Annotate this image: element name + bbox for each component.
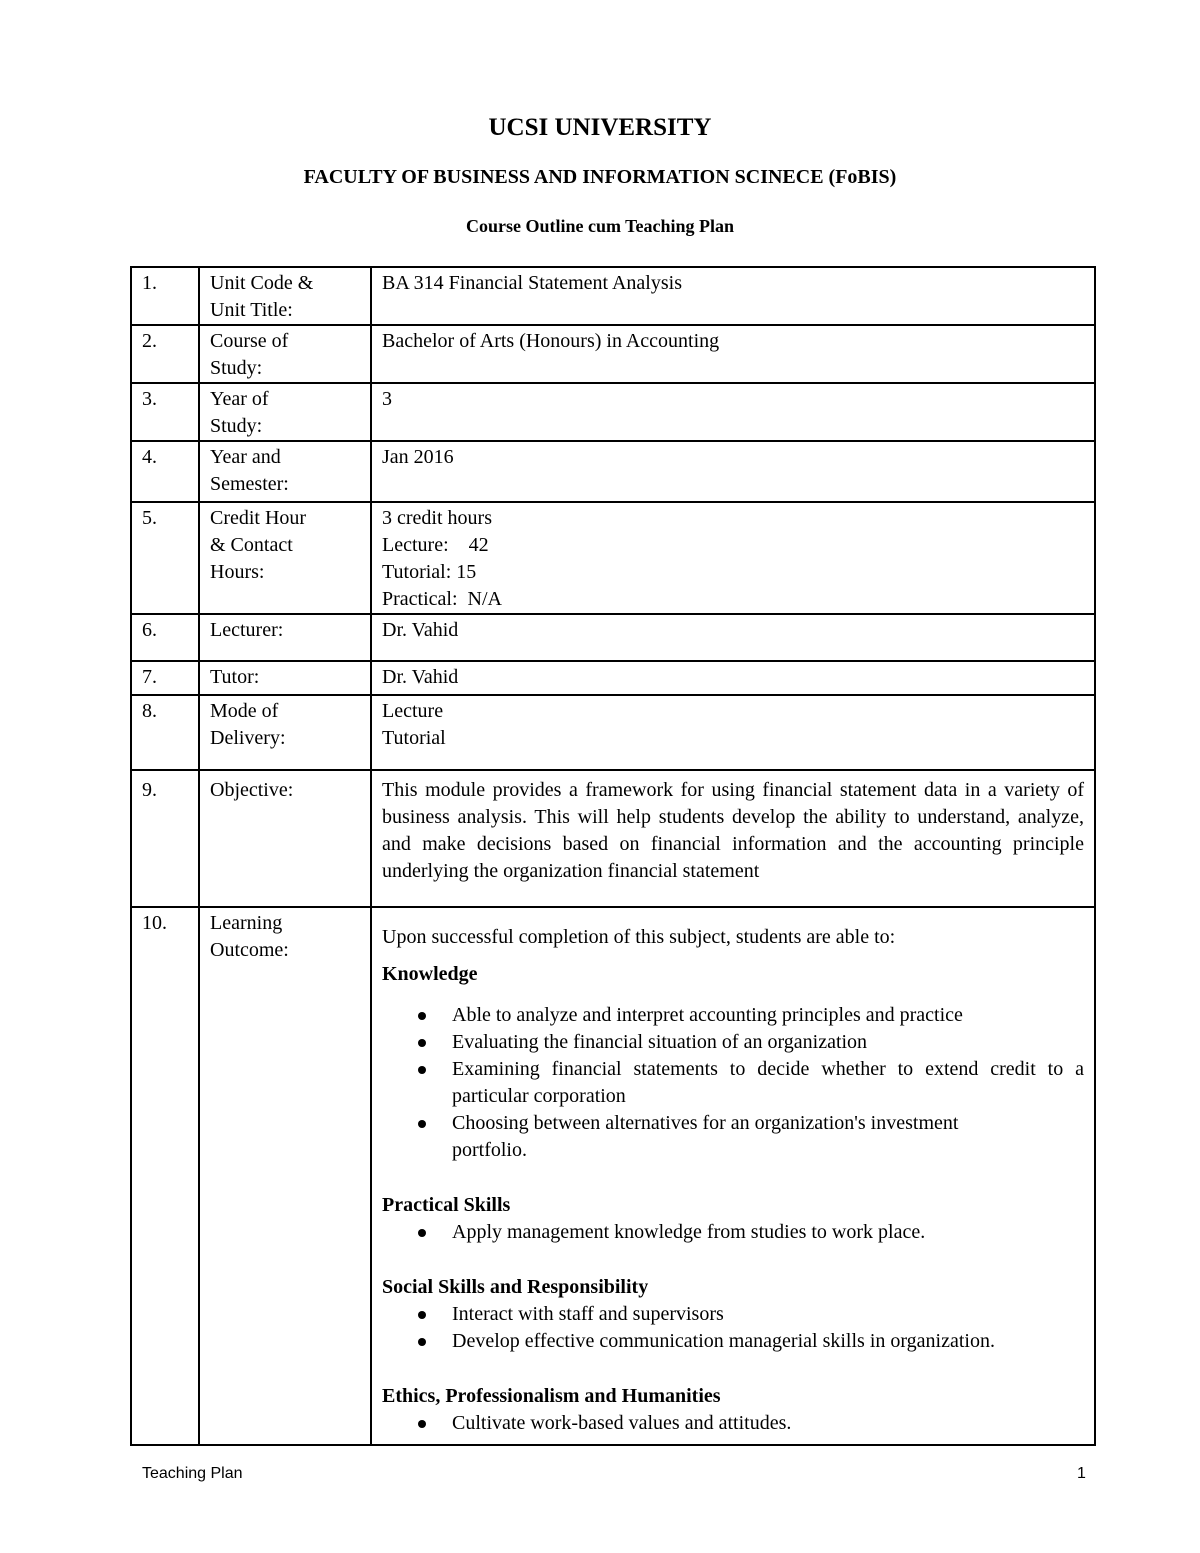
label-line: Lecturer: — [210, 619, 284, 641]
row-value — [371, 770, 1095, 907]
row-label — [199, 770, 371, 907]
row-label — [199, 614, 371, 661]
label-line: Year of — [210, 388, 269, 410]
table-row — [131, 502, 1095, 614]
label-line: Objective: — [210, 779, 294, 801]
delivery-mode-value: Tutorial — [382, 727, 446, 749]
social-skills-heading: Social Skills and Responsibility — [382, 1276, 649, 1298]
course-of-study-value: Bachelor of Arts (Honours) in Accounting — [382, 330, 720, 352]
year-of-study-value: 3 — [382, 388, 392, 410]
label-line: Unit Code & — [210, 272, 314, 294]
label-line: & Contact — [210, 534, 293, 556]
label-line: Outcome: — [210, 939, 289, 961]
label-line: Year and — [210, 446, 281, 468]
table-row — [131, 441, 1095, 502]
label-line: Credit Hour — [210, 507, 307, 529]
row-value — [371, 441, 1095, 502]
list-item: Apply management knowledge from studies to work place. — [382, 1219, 1084, 1246]
row-number: 5. — [131, 502, 199, 614]
label-line: Unit Title: — [210, 299, 293, 321]
row-label — [199, 441, 371, 502]
credit-hours-value: 3 credit hours — [382, 507, 492, 529]
delivery-mode-value: Lecture — [382, 700, 444, 722]
row-value — [371, 267, 1095, 325]
learning-outcome-intro: Upon successful completion of this subject, students are able to: — [382, 926, 896, 948]
list-item: Examining financial statements to decide whether to extend credit to a particular corporation — [382, 1056, 1084, 1110]
table-row — [131, 325, 1095, 383]
tutor-value: Dr. Vahid — [382, 666, 459, 688]
row-value — [371, 502, 1095, 614]
label-line: Tutor: — [210, 666, 260, 688]
row-number: 3. — [131, 383, 199, 441]
lecture-hours-value: Lecture: 42 — [382, 534, 489, 556]
label-line: Delivery: — [210, 727, 286, 749]
row-number: 10. — [131, 907, 199, 1445]
course-outline-table — [130, 266, 1096, 1446]
row-value — [371, 383, 1095, 441]
knowledge-list — [382, 1002, 1084, 1164]
label-line: Learning — [210, 912, 283, 934]
row-label — [199, 502, 371, 614]
row-label — [199, 267, 371, 325]
social-skills-list — [382, 1301, 1084, 1355]
row-number: 2. — [131, 325, 199, 383]
practical-skills-list — [382, 1219, 1084, 1246]
ethics-list — [382, 1410, 1084, 1437]
list-item: Interact with staff and supervisors — [382, 1301, 1084, 1328]
list-item: Develop effective communication managerial skills in organization. — [382, 1328, 1084, 1355]
footer-label: Teaching Plan — [142, 1465, 243, 1482]
semester-value: Jan 2016 — [382, 446, 454, 468]
practical-skills-heading: Practical Skills — [382, 1194, 511, 1216]
objective-text: This module provides a framework for using financial statement data in a variety of business analysis. This will help students develop the ability to understand, analyze, and make decisions based on financial information and the accounting principle underlying the organization financial statement — [382, 779, 1084, 882]
row-number: 9. — [131, 770, 199, 907]
practical-hours-value: Practical: N/A — [382, 588, 502, 610]
row-number: 4. — [131, 441, 199, 502]
list-item: Evaluating the financial situation of an organization — [382, 1029, 1084, 1056]
row-label — [199, 695, 371, 770]
list-item: Choosing between alternatives for an organization's investment portfolio. — [382, 1110, 1084, 1164]
list-item: Cultivate work-based values and attitudes. — [382, 1410, 1084, 1437]
label-line: Mode of — [210, 700, 279, 722]
row-number: 6. — [131, 614, 199, 661]
ethics-heading: Ethics, Professionalism and Humanities — [382, 1385, 721, 1407]
row-number: 1. — [131, 267, 199, 325]
table-row — [131, 661, 1095, 695]
label-line: Study: — [210, 357, 263, 379]
row-label — [199, 907, 371, 1445]
document-title: Course Outline cum Teaching Plan — [465, 216, 735, 236]
row-label — [199, 661, 371, 695]
table-row — [131, 695, 1095, 770]
list-item: Able to analyze and interpret accounting principles and practice — [382, 1002, 1084, 1029]
table-row — [131, 267, 1095, 325]
row-value — [371, 614, 1095, 661]
tutorial-hours-value: Tutorial: 15 — [382, 561, 477, 583]
row-value — [371, 325, 1095, 383]
label-line: Study: — [210, 415, 263, 437]
row-number: 7. — [131, 661, 199, 695]
table-row — [131, 770, 1095, 907]
label-line: Semester: — [210, 473, 289, 495]
table-row — [131, 907, 1095, 1445]
page-number: 1 — [1077, 1465, 1086, 1482]
learning-outcome-cell — [371, 907, 1095, 1445]
row-value — [371, 695, 1095, 770]
row-label — [199, 383, 371, 441]
unit-title-value: BA 314 Financial Statement Analysis — [382, 272, 682, 294]
row-value — [371, 661, 1095, 695]
row-label — [199, 325, 371, 383]
table-row — [131, 614, 1095, 661]
label-line: Hours: — [210, 561, 265, 583]
lecturer-value: Dr. Vahid — [382, 619, 459, 641]
table-row — [131, 383, 1095, 441]
knowledge-heading: Knowledge — [382, 963, 478, 985]
row-number: 8. — [131, 695, 199, 770]
label-line: Course of — [210, 330, 289, 352]
university-title: UCSI UNIVERSITY — [488, 114, 712, 141]
faculty-title: FACULTY OF BUSINESS AND INFORMATION SCINECE (FoBIS) — [303, 166, 897, 188]
